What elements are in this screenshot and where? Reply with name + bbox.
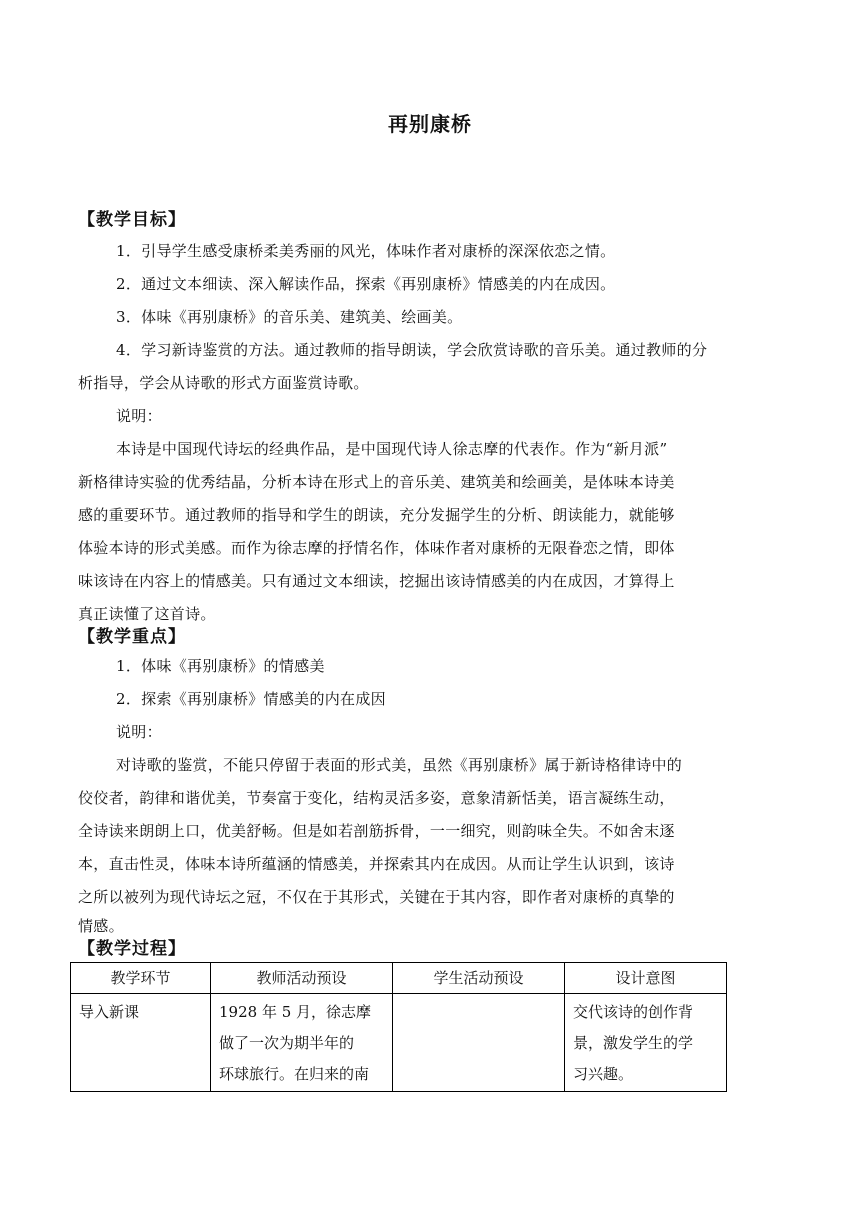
- note-line: 佼佼者，韵律和谐优美，节奏富于变化，结构灵活多姿，意象清新恬美，语言凝练生动，: [78, 789, 675, 807]
- note-label: 说明：: [116, 407, 162, 425]
- page-title: 再别康桥: [388, 112, 472, 136]
- column-header: 教师活动预设: [211, 963, 393, 994]
- note-line: 情感。: [78, 917, 124, 935]
- note-line: 本诗是中国现代诗坛的经典作品，是中国现代诗人徐志摩的代表作。作为“新月派”: [116, 440, 668, 458]
- table-cell: [393, 994, 565, 1092]
- table-cell: 交代该诗的创作背 景，激发学生的学 习兴趣。: [565, 994, 727, 1092]
- table-cell: 1928 年 5 月，徐志摩 做了一次为期半年的 环球旅行。在归来的南: [211, 994, 393, 1092]
- note-line: 真正读懂了这首诗。: [78, 605, 216, 623]
- goal-item-continuation: 析指导，学会从诗歌的形式方面鉴赏诗歌。: [78, 374, 369, 392]
- table-header-row: [71, 963, 727, 994]
- note-line: 感的重要环节。通过教师的指导和学生的朗读，充分发掘学生的分析、朗读能力，就能够: [78, 506, 675, 524]
- table-cell: 导入新课: [71, 994, 211, 1092]
- goal-item: 2．通过文本细读、深入解读作品，探索《再别康桥》情感美的内在成因。: [116, 275, 616, 293]
- note-line: 新格律诗实验的优秀结晶，分析本诗在形式上的音乐美、建筑美和绘画美，是体味本诗美: [78, 473, 675, 491]
- note-line: 体验本诗的形式美感。而作为徐志摩的抒情名作，体味作者对康桥的无限眷恋之情，即体: [78, 539, 675, 557]
- note-line: 对诗歌的鉴赏，不能只停留于表面的形式美，虽然《再别康桥》属于新诗格律诗中的: [116, 756, 683, 774]
- section-heading-goals: 【教学目标】: [78, 210, 186, 230]
- goal-item: 4．学习新诗鉴赏的方法。通过教师的指导朗读，学会欣赏诗歌的音乐美。通过教师的分: [116, 341, 708, 359]
- note-line: 全诗读来朗朗上口，优美舒畅。但是如若剖筋拆骨，一一细究，则韵味全失。不如舍末逐: [78, 822, 675, 840]
- focus-item: 2．探索《再别康桥》情感美的内在成因: [116, 690, 386, 708]
- focus-item: 1．体味《再别康桥》的情感美: [116, 657, 325, 675]
- table-row: [71, 994, 727, 1092]
- note-line: 之所以被列为现代诗坛之冠，不仅在于其形式，关键在于其内容，即作者对康桥的真挚的: [78, 888, 675, 906]
- note-line: 本，直击性灵，体味本诗所蕴涵的情感美，并探索其内在成因。从而让学生认识到，该诗: [78, 855, 675, 873]
- goal-item: 3．体味《再别康桥》的音乐美、建筑美、绘画美。: [116, 308, 463, 326]
- column-header: 学生活动预设: [393, 963, 565, 994]
- process-table: [70, 962, 727, 1092]
- section-heading-process: 【教学过程】: [78, 939, 186, 959]
- section-heading-focus: 【教学重点】: [78, 627, 186, 647]
- note-label: 说明：: [116, 723, 162, 741]
- goal-item: 1．引导学生感受康桥柔美秀丽的风光，体味作者对康桥的深深依恋之情。: [116, 242, 616, 260]
- note-line: 味该诗在内容上的情感美。只有通过文本细读，挖掘出该诗情感美的内在成因，才算得上: [78, 572, 675, 590]
- column-header: 设计意图: [565, 963, 727, 994]
- column-header: 教学环节: [71, 963, 211, 994]
